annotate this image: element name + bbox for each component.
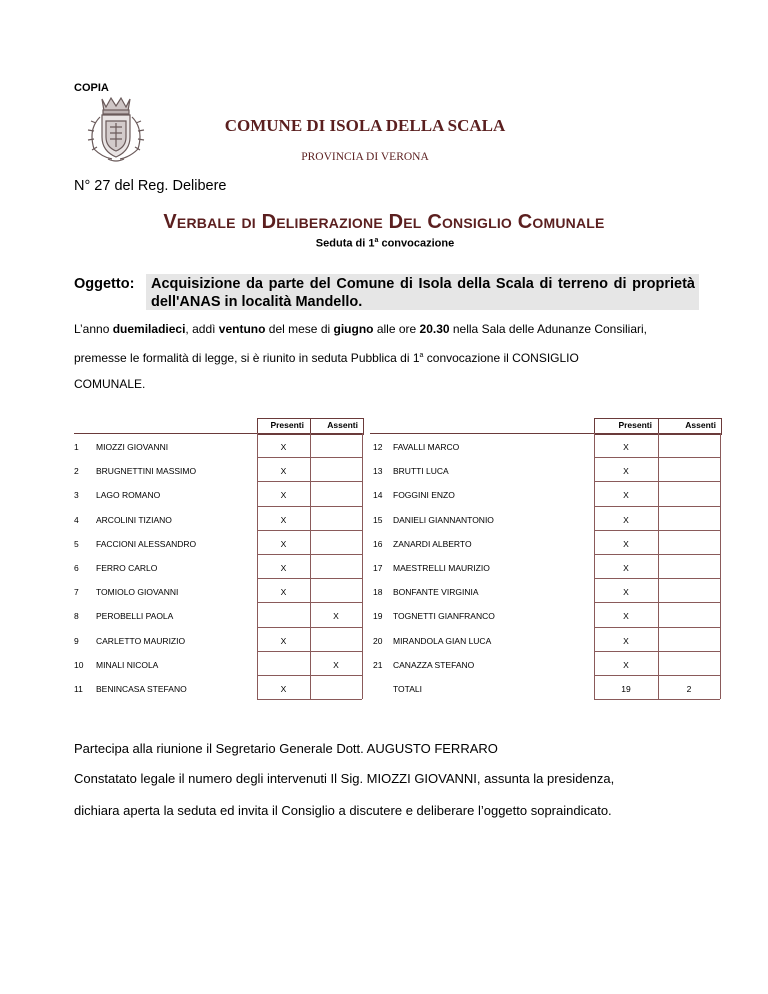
member-name: TOMIOLO GIOVANNI <box>96 587 179 598</box>
member-number: 6 <box>74 563 79 573</box>
member-name: ARCOLINI TIZIANO <box>96 514 172 525</box>
presenti-mark: X <box>623 611 629 622</box>
subject-text: Acquisizione da parte del Comune di Isola della Scala di terreno di proprietà dell'ANAS in località Mandello. <box>151 276 695 310</box>
left-row-rule <box>257 675 362 676</box>
member-number: 20 <box>373 635 383 646</box>
member-number: 10 <box>74 659 84 670</box>
intro-line-2: premesse le formalità di legge, si è riunito in seduta Pubblica di 1$^a$ convocazione il CONSIGLIO <box>74 351 579 365</box>
member-number: 14 <box>373 490 383 501</box>
presenti-mark: X <box>623 514 629 525</box>
left-row-rule <box>257 506 362 507</box>
intro-line-3: COMUNALE. <box>74 377 146 391</box>
member-number: 5 <box>74 538 79 549</box>
presenti-mark: X <box>623 659 629 670</box>
right-row-rule <box>594 651 720 652</box>
left-row-rule <box>257 602 362 603</box>
presenti-mark: X <box>623 635 629 646</box>
subject-label: Oggetto: <box>74 276 135 292</box>
member-name: FOGGINI ENZO <box>393 490 455 501</box>
session-subtitle: Seduta di 1$^a$ convocazione <box>315 237 455 250</box>
presenti-mark: X <box>280 563 287 573</box>
assenti-mark: 2 <box>686 684 692 694</box>
left-row-rule <box>257 578 362 579</box>
member-name: CANAZZA STEFANO <box>393 659 475 670</box>
right-row-rule <box>594 675 720 676</box>
member-name: DANIELI GIANNANTONIO <box>393 514 494 525</box>
left-row-rule <box>257 651 362 652</box>
right-header-rule <box>370 433 720 434</box>
presenti-mark: X <box>623 466 629 477</box>
right-row-rule <box>594 699 720 700</box>
right-row-rule <box>594 602 720 603</box>
right-row-rule <box>594 578 720 579</box>
member-number: 17 <box>373 563 383 573</box>
opening-line: dichiara aperta la seduta ed invita il Consiglio a discutere e deliberare l’oggetto sopraindicato. <box>74 803 612 818</box>
left-row-rule <box>257 627 362 628</box>
member-name: CARLETTO MAURIZIO <box>96 635 186 646</box>
member-number: 19 <box>373 611 383 622</box>
secretary-line: Partecipa alla riunione il Segretario Generale Dott. AUGUSTO FERRARO <box>74 741 498 756</box>
left-row-rule <box>257 457 362 458</box>
municipality-name: COMUNE DI ISOLA DELLA SCALA <box>224 116 506 135</box>
province-name: PROVINCIA DI VERONA <box>301 151 429 163</box>
intro-line-1: L’anno duemiladieci, addì ventuno del mese di giugno alle ore 20.30 nella Sala delle Adunanze Consiliari, <box>74 322 648 336</box>
presenti-mark: X <box>280 514 287 525</box>
member-name: ZANARDI ALBERTO <box>393 538 472 549</box>
document-title: Verbale di Deliberazione Del Consiglio Comunale <box>163 211 605 233</box>
member-name: MINALI NICOLA <box>96 659 159 670</box>
left-header-rule <box>74 433 362 434</box>
member-number: 18 <box>373 587 383 598</box>
member-name: MAESTRELLI MAURIZIO <box>393 563 490 573</box>
member-number: 3 <box>74 490 79 501</box>
member-name: MIOZZI GIOVANNI <box>96 442 169 452</box>
member-name: BRUTTI LUCA <box>393 466 449 477</box>
left-row-rule <box>257 481 362 482</box>
member-name: BRUGNETTINI MASSIMO <box>96 466 197 477</box>
member-name: BENINCASA STEFANO <box>96 684 187 694</box>
presenti-mark: X <box>280 587 287 598</box>
copia-label: COPIA <box>74 82 109 94</box>
presenti-mark: X <box>280 684 287 694</box>
presenti-mark: X <box>623 490 629 501</box>
member-number: 11 <box>74 684 83 694</box>
right-row-rule <box>594 506 720 507</box>
member-name: TOGNETTI GIANFRANCO <box>393 611 495 622</box>
presenti-mark: X <box>623 587 629 598</box>
member-name: LAGO ROMANO <box>96 490 161 501</box>
registry-number: N° 27 del Reg. Delibere <box>74 178 227 194</box>
member-number: 15 <box>373 514 383 525</box>
presenti-mark: 19 <box>621 684 631 694</box>
member-name: FAVALLI MARCO <box>393 442 460 452</box>
municipal-crest-icon <box>78 93 154 165</box>
presenti-mark: X <box>623 442 629 452</box>
right-row-rule <box>594 627 720 628</box>
left-header-presenti: Presenti <box>270 420 304 430</box>
member-number: 16 <box>373 538 383 549</box>
left-header-assenti: Assenti <box>327 420 358 430</box>
assenti-mark: X <box>333 659 339 670</box>
member-name: FACCIONI ALESSANDRO <box>96 538 197 549</box>
left-col-line-2 <box>362 433 363 699</box>
member-name: BONFANTE VIRGINIA <box>393 587 479 598</box>
left-row-rule <box>257 699 362 700</box>
right-col-line-2 <box>720 433 721 699</box>
member-number: 21 <box>373 659 383 670</box>
left-row-rule <box>257 530 362 531</box>
right-header-presenti: Presenti <box>618 420 652 430</box>
member-number: 1 <box>74 442 79 452</box>
member-number: 4 <box>74 514 79 525</box>
right-row-rule <box>594 554 720 555</box>
assenti-mark: X <box>333 611 339 622</box>
left-row-rule <box>257 554 362 555</box>
member-name: TOTALI <box>393 684 422 694</box>
right-row-rule <box>594 530 720 531</box>
member-name: FERRO CARLO <box>96 563 158 573</box>
presenti-mark: X <box>280 538 287 549</box>
right-col-line-1 <box>658 433 659 699</box>
member-name: PEROBELLI PAOLA <box>96 611 174 622</box>
right-header-assenti: Assenti <box>685 420 716 430</box>
right-row-rule <box>594 481 720 482</box>
presidency-line: Constatato legale il numero degli intervenuti Il Sig. MIOZZI GIOVANNI, assunta la presidenza, <box>74 771 615 786</box>
presenti-mark: X <box>280 466 287 477</box>
member-number: 12 <box>373 442 383 452</box>
presenti-mark: X <box>623 563 629 573</box>
member-number: 13 <box>373 466 383 477</box>
presenti-mark: X <box>623 538 629 549</box>
member-number: 7 <box>74 587 79 598</box>
presenti-mark: X <box>280 442 287 452</box>
member-number: 8 <box>74 611 79 622</box>
member-number: 9 <box>74 635 79 646</box>
presenti-mark: X <box>280 635 287 646</box>
member-name: MIRANDOLA GIAN LUCA <box>393 635 492 646</box>
member-number: 2 <box>74 466 79 477</box>
presenti-mark: X <box>280 490 287 501</box>
right-row-rule <box>594 457 720 458</box>
